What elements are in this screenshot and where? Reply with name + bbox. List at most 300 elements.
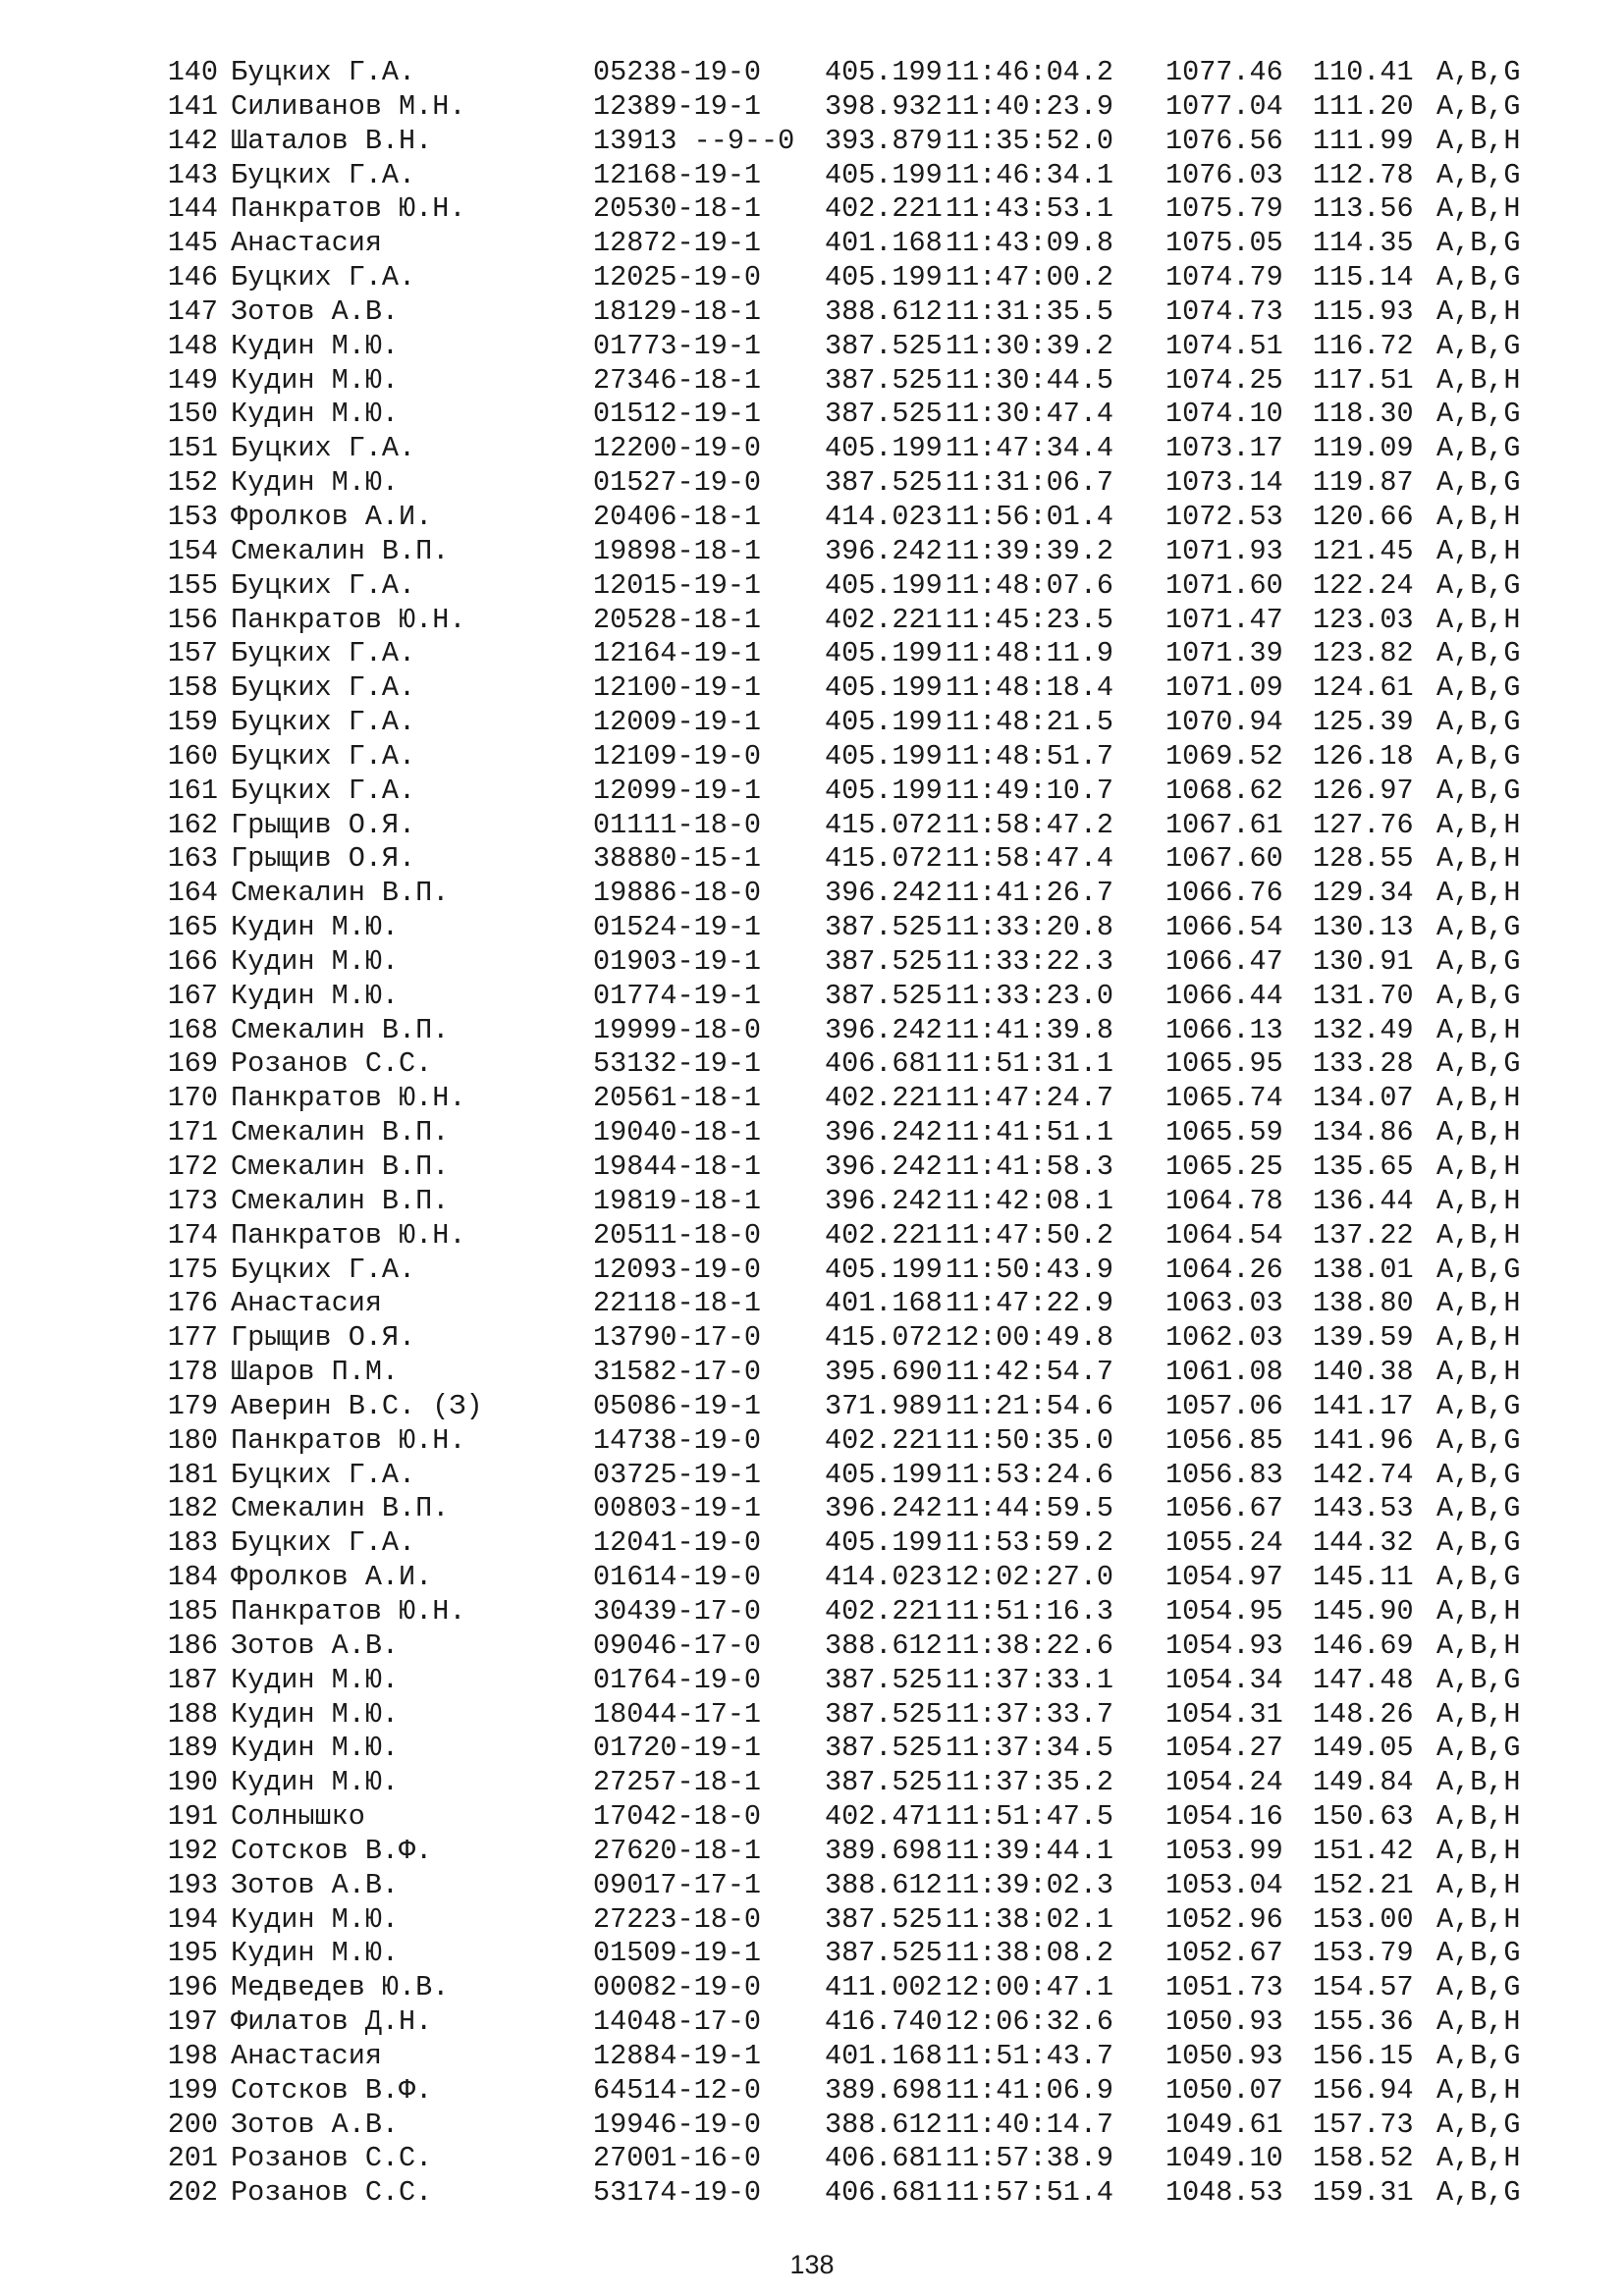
groups-cell: A,B,G <box>1436 774 1521 807</box>
groups-cell: A,B,H <box>1436 2142 1521 2175</box>
distance-cell: 401.168 <box>825 227 943 260</box>
arrival-time-cell: 11:53:59.2 <box>946 1526 1114 1560</box>
position-cell: 141 <box>167 89 218 123</box>
table-row <box>157 192 1571 227</box>
coefficient-cell: 119.09 <box>1313 432 1414 465</box>
arrival-time-cell: 11:50:35.0 <box>946 1423 1114 1457</box>
fancier-name-cell: Буцких Г.А. <box>231 158 416 191</box>
distance-cell: 371.989 <box>825 1389 943 1422</box>
position-cell: 143 <box>167 158 218 191</box>
groups-cell: A,B,G <box>1436 56 1521 88</box>
fancier-name-cell: Буцких Г.А. <box>231 706 416 739</box>
table-row <box>157 1459 1571 1493</box>
fancier-name-cell: Грыщив О.Я. <box>231 808 416 841</box>
coefficient-cell: 138.01 <box>1313 1253 1414 1286</box>
distance-cell: 402.221 <box>825 1218 943 1252</box>
coefficient-cell: 143.53 <box>1313 1492 1414 1525</box>
arrival-time-cell: 11:45:23.5 <box>946 603 1114 636</box>
arrival-time-cell: 11:39:44.1 <box>946 1834 1114 1867</box>
position-cell: 163 <box>167 842 218 876</box>
ring-number-cell: 03725-19-1 <box>593 1458 762 1491</box>
ring-number-cell: 19040-18-1 <box>593 1116 762 1149</box>
speed-cell: 1069.52 <box>1165 739 1283 773</box>
coefficient-cell: 121.45 <box>1313 534 1414 567</box>
speed-cell: 1049.10 <box>1165 2142 1283 2175</box>
speed-cell: 1056.83 <box>1165 1458 1283 1491</box>
position-cell: 170 <box>167 1082 218 1115</box>
fancier-name-cell: Панкратов Ю.Н. <box>231 1218 466 1252</box>
position-cell: 159 <box>167 706 218 739</box>
table-row <box>157 330 1571 364</box>
groups-cell: A,B,G <box>1436 1492 1521 1525</box>
groups-cell: A,B,G <box>1436 432 1521 465</box>
ring-number-cell: 27257-18-1 <box>593 1766 762 1799</box>
ring-number-cell: 27001-16-0 <box>593 2142 762 2175</box>
table-row <box>157 1903 1571 1938</box>
groups-cell: A,B,H <box>1436 1013 1521 1046</box>
ring-number-cell: 20528-18-1 <box>593 603 762 636</box>
groups-cell: A,B,H <box>1436 1834 1521 1867</box>
distance-cell: 389.698 <box>825 2073 943 2107</box>
ring-number-cell: 00803-19-1 <box>593 1492 762 1525</box>
arrival-time-cell: 11:21:54.6 <box>946 1389 1114 1422</box>
table-row <box>157 1424 1571 1459</box>
groups-cell: A,B,H <box>1436 1116 1521 1149</box>
table-row <box>157 740 1571 774</box>
distance-cell: 387.525 <box>825 1902 943 1936</box>
ring-number-cell: 05086-19-1 <box>593 1389 762 1422</box>
ring-number-cell: 20511-18-0 <box>593 1218 762 1252</box>
coefficient-cell: 157.73 <box>1313 2108 1414 2141</box>
fancier-name-cell: Сотсков В.Ф. <box>231 1834 433 1867</box>
fancier-name-cell: Буцких Г.А. <box>231 1526 416 1560</box>
ring-number-cell: 12389-19-1 <box>593 89 762 123</box>
groups-cell: A,B,H <box>1436 534 1521 567</box>
groups-cell: A,B,G <box>1436 637 1521 670</box>
fancier-name-cell: Грыщив О.Я. <box>231 1321 416 1355</box>
coefficient-cell: 145.90 <box>1313 1594 1414 1628</box>
speed-cell: 1054.27 <box>1165 1732 1283 1765</box>
fancier-name-cell: Панкратов Ю.Н. <box>231 1082 466 1115</box>
fancier-name-cell: Солнышко <box>231 1800 365 1834</box>
ring-number-cell: 12884-19-1 <box>593 2039 762 2072</box>
coefficient-cell: 114.35 <box>1313 227 1414 260</box>
ring-number-cell: 19844-18-1 <box>593 1150 762 1183</box>
coefficient-cell: 152.21 <box>1313 1868 1414 1901</box>
distance-cell: 405.199 <box>825 158 943 191</box>
fancier-name-cell: Кудин М.Ю. <box>231 1902 400 1936</box>
position-cell: 142 <box>167 124 218 157</box>
speed-cell: 1075.79 <box>1165 192 1283 226</box>
table-row <box>157 1595 1571 1629</box>
fancier-name-cell: Панкратов Ю.Н. <box>231 1423 466 1457</box>
ring-number-cell: 19819-18-1 <box>593 1184 762 1217</box>
fancier-name-cell: Фролков А.И. <box>231 1561 433 1594</box>
groups-cell: A,B,H <box>1436 1150 1521 1183</box>
groups-cell: A,B,G <box>1436 671 1521 705</box>
ring-number-cell: 27620-18-1 <box>593 1834 762 1867</box>
arrival-time-cell: 11:31:06.7 <box>946 466 1114 500</box>
table-row <box>157 227 1571 261</box>
table-row <box>157 1526 1571 1561</box>
coefficient-cell: 140.38 <box>1313 1356 1414 1389</box>
distance-cell: 387.525 <box>825 1732 943 1765</box>
arrival-time-cell: 11:43:09.8 <box>946 227 1114 260</box>
arrival-time-cell: 11:57:51.4 <box>946 2176 1114 2210</box>
distance-cell: 405.199 <box>825 56 943 88</box>
position-cell: 193 <box>167 1868 218 1901</box>
position-cell: 147 <box>167 294 218 328</box>
coefficient-cell: 138.80 <box>1313 1287 1414 1320</box>
table-row <box>157 90 1571 125</box>
speed-cell: 1076.03 <box>1165 158 1283 191</box>
speed-cell: 1050.93 <box>1165 2039 1283 2072</box>
coefficient-cell: 115.14 <box>1313 261 1414 294</box>
groups-cell: A,B,G <box>1436 706 1521 739</box>
arrival-time-cell: 11:33:22.3 <box>946 944 1114 978</box>
position-cell: 199 <box>167 2073 218 2107</box>
coefficient-cell: 131.70 <box>1313 979 1414 1012</box>
arrival-time-cell: 11:30:47.4 <box>946 398 1114 431</box>
coefficient-cell: 123.03 <box>1313 603 1414 636</box>
table-row <box>157 501 1571 535</box>
arrival-time-cell: 12:00:49.8 <box>946 1321 1114 1355</box>
position-cell: 185 <box>167 1594 218 1628</box>
table-row <box>157 671 1571 706</box>
distance-cell: 415.072 <box>825 808 943 841</box>
table-row <box>157 1800 1571 1835</box>
coefficient-cell: 147.48 <box>1313 1663 1414 1696</box>
table-row <box>157 1561 1571 1595</box>
arrival-time-cell: 11:38:08.2 <box>946 1937 1114 1970</box>
table-row <box>157 2040 1571 2074</box>
speed-cell: 1050.93 <box>1165 2005 1283 2039</box>
fancier-name-cell: Кудин М.Ю. <box>231 398 400 431</box>
coefficient-cell: 150.63 <box>1313 1800 1414 1834</box>
fancier-name-cell: Смекалин В.П. <box>231 1013 450 1046</box>
groups-cell: A,B,H <box>1436 603 1521 636</box>
groups-cell: A,B,G <box>1436 261 1521 294</box>
distance-cell: 402.221 <box>825 1423 943 1457</box>
groups-cell: A,B,G <box>1436 1561 1521 1594</box>
coefficient-cell: 110.41 <box>1313 56 1414 88</box>
distance-cell: 405.199 <box>825 1526 943 1560</box>
arrival-time-cell: 11:37:33.7 <box>946 1697 1114 1731</box>
position-cell: 184 <box>167 1561 218 1594</box>
arrival-time-cell: 11:38:22.6 <box>946 1629 1114 1662</box>
coefficient-cell: 117.51 <box>1313 363 1414 397</box>
distance-cell: 387.525 <box>825 398 943 431</box>
ring-number-cell: 14738-19-0 <box>593 1423 762 1457</box>
fancier-name-cell: Зотов А.В. <box>231 2108 400 2141</box>
coefficient-cell: 135.65 <box>1313 1150 1414 1183</box>
distance-cell: 389.698 <box>825 1834 943 1867</box>
fancier-name-cell: Кудин М.Ю. <box>231 979 400 1012</box>
groups-cell: A,B,G <box>1436 466 1521 500</box>
position-cell: 191 <box>167 1800 218 1834</box>
groups-cell: A,B,H <box>1436 2073 1521 2107</box>
coefficient-cell: 136.44 <box>1313 1184 1414 1217</box>
fancier-name-cell: Буцких Г.А. <box>231 637 416 670</box>
position-cell: 149 <box>167 363 218 397</box>
coefficient-cell: 155.36 <box>1313 2005 1414 2039</box>
table-row <box>157 2142 1571 2176</box>
coefficient-cell: 122.24 <box>1313 568 1414 602</box>
speed-cell: 1053.99 <box>1165 1834 1283 1867</box>
distance-cell: 402.471 <box>825 1800 943 1834</box>
groups-cell: A,B,G <box>1436 979 1521 1012</box>
arrival-time-cell: 11:38:02.1 <box>946 1902 1114 1936</box>
table-row <box>157 980 1571 1014</box>
speed-cell: 1073.14 <box>1165 466 1283 500</box>
arrival-time-cell: 11:56:01.4 <box>946 500 1114 533</box>
groups-cell: A,B,H <box>1436 1594 1521 1628</box>
ring-number-cell: 01614-19-0 <box>593 1561 762 1594</box>
arrival-time-cell: 11:31:35.5 <box>946 294 1114 328</box>
distance-cell: 387.525 <box>825 979 943 1012</box>
arrival-time-cell: 11:37:35.2 <box>946 1766 1114 1799</box>
coefficient-cell: 153.00 <box>1313 1902 1414 1936</box>
fancier-name-cell: Буцких Г.А. <box>231 739 416 773</box>
table-row <box>157 2074 1571 2109</box>
table-row <box>157 945 1571 980</box>
ring-number-cell: 19999-18-0 <box>593 1013 762 1046</box>
table-row <box>157 2109 1571 2143</box>
distance-cell: 398.932 <box>825 89 943 123</box>
fancier-name-cell: Буцких Г.А. <box>231 56 416 88</box>
coefficient-cell: 141.96 <box>1313 1423 1414 1457</box>
distance-cell: 405.199 <box>825 568 943 602</box>
groups-cell: A,B,G <box>1436 1047 1521 1081</box>
ring-number-cell: 12041-19-0 <box>593 1526 762 1560</box>
speed-cell: 1057.06 <box>1165 1389 1283 1422</box>
speed-cell: 1053.04 <box>1165 1868 1283 1901</box>
fancier-name-cell: Буцких Г.А. <box>231 568 416 602</box>
groups-cell: A,B,G <box>1436 1253 1521 1286</box>
speed-cell: 1074.51 <box>1165 329 1283 362</box>
fancier-name-cell: Фролков А.И. <box>231 500 433 533</box>
ring-number-cell: 20406-18-1 <box>593 500 762 533</box>
table-row <box>157 809 1571 843</box>
distance-cell: 406.681 <box>825 2176 943 2210</box>
groups-cell: A,B,H <box>1436 1184 1521 1217</box>
fancier-name-cell: Буцких Г.А. <box>231 432 416 465</box>
coefficient-cell: 130.13 <box>1313 911 1414 944</box>
ring-number-cell: 12100-19-1 <box>593 671 762 705</box>
ring-number-cell: 12872-19-1 <box>593 227 762 260</box>
arrival-time-cell: 11:42:54.7 <box>946 1356 1114 1389</box>
groups-cell: A,B,H <box>1436 808 1521 841</box>
arrival-time-cell: 11:51:47.5 <box>946 1800 1114 1834</box>
position-cell: 165 <box>167 911 218 944</box>
ring-number-cell: 01720-19-1 <box>593 1732 762 1765</box>
position-cell: 171 <box>167 1116 218 1149</box>
position-cell: 173 <box>167 1184 218 1217</box>
fancier-name-cell: Кудин М.Ю. <box>231 1937 400 1970</box>
position-cell: 180 <box>167 1423 218 1457</box>
table-row <box>157 1116 1571 1150</box>
speed-cell: 1050.07 <box>1165 2073 1283 2107</box>
fancier-name-cell: Смекалин В.П. <box>231 1492 450 1525</box>
arrival-time-cell: 11:47:22.9 <box>946 1287 1114 1320</box>
coefficient-cell: 111.99 <box>1313 124 1414 157</box>
groups-cell: A,B,H <box>1436 1321 1521 1355</box>
speed-cell: 1065.95 <box>1165 1047 1283 1081</box>
coefficient-cell: 158.52 <box>1313 2142 1414 2175</box>
position-cell: 154 <box>167 534 218 567</box>
ring-number-cell: 22118-18-1 <box>593 1287 762 1320</box>
position-cell: 198 <box>167 2039 218 2072</box>
distance-cell: 405.199 <box>825 1458 943 1491</box>
coefficient-cell: 125.39 <box>1313 706 1414 739</box>
coefficient-cell: 129.34 <box>1313 877 1414 910</box>
ring-number-cell: 12015-19-1 <box>593 568 762 602</box>
coefficient-cell: 139.59 <box>1313 1321 1414 1355</box>
arrival-time-cell: 11:46:04.2 <box>946 56 1114 88</box>
distance-cell: 396.242 <box>825 1013 943 1046</box>
coefficient-cell: 127.76 <box>1313 808 1414 841</box>
groups-cell: A,B,G <box>1436 329 1521 362</box>
distance-cell: 387.525 <box>825 944 943 978</box>
distance-cell: 414.023 <box>825 1561 943 1594</box>
speed-cell: 1052.67 <box>1165 1937 1283 1970</box>
position-cell: 172 <box>167 1150 218 1183</box>
ring-number-cell: 30439-17-0 <box>593 1594 762 1628</box>
coefficient-cell: 119.87 <box>1313 466 1414 500</box>
coefficient-cell: 145.11 <box>1313 1561 1414 1594</box>
ring-number-cell: 01111-18-0 <box>593 808 762 841</box>
distance-cell: 387.525 <box>825 329 943 362</box>
position-cell: 153 <box>167 500 218 533</box>
table-row <box>157 1390 1571 1424</box>
ring-number-cell: 09017-17-1 <box>593 1868 762 1901</box>
arrival-time-cell: 11:47:00.2 <box>946 261 1114 294</box>
fancier-name-cell: Зотов А.В. <box>231 1629 400 1662</box>
arrival-time-cell: 11:47:34.4 <box>946 432 1114 465</box>
arrival-time-cell: 11:40:14.7 <box>946 2108 1114 2141</box>
distance-cell: 402.221 <box>825 1082 943 1115</box>
position-cell: 146 <box>167 261 218 294</box>
speed-cell: 1048.53 <box>1165 2176 1283 2210</box>
fancier-name-cell: Кудин М.Ю. <box>231 1663 400 1696</box>
distance-cell: 405.199 <box>825 671 943 705</box>
ring-number-cell: 17042-18-0 <box>593 1800 762 1834</box>
ring-number-cell: 38880-15-1 <box>593 842 762 876</box>
table-row <box>157 604 1571 638</box>
distance-cell: 387.525 <box>825 1697 943 1731</box>
ring-number-cell: 09046-17-0 <box>593 1629 762 1662</box>
speed-cell: 1076.56 <box>1165 124 1283 157</box>
arrival-time-cell: 11:48:07.6 <box>946 568 1114 602</box>
table-row <box>157 1732 1571 1766</box>
position-cell: 179 <box>167 1389 218 1422</box>
position-cell: 145 <box>167 227 218 260</box>
groups-cell: A,B,G <box>1436 1663 1521 1696</box>
coefficient-cell: 133.28 <box>1313 1047 1414 1081</box>
position-cell: 161 <box>167 774 218 807</box>
ring-number-cell: 18044-17-1 <box>593 1697 762 1731</box>
position-cell: 196 <box>167 1971 218 2004</box>
fancier-name-cell: Кудин М.Ю. <box>231 363 400 397</box>
fancier-name-cell: Филатов Д.Н. <box>231 2005 433 2039</box>
position-cell: 151 <box>167 432 218 465</box>
coefficient-cell: 149.84 <box>1313 1766 1414 1799</box>
table-row <box>157 432 1571 466</box>
distance-cell: 411.002 <box>825 1971 943 2004</box>
groups-cell: A,B,G <box>1436 911 1521 944</box>
coefficient-cell: 116.72 <box>1313 329 1414 362</box>
speed-cell: 1054.93 <box>1165 1629 1283 1662</box>
groups-cell: A,B,G <box>1436 944 1521 978</box>
groups-cell: A,B,G <box>1436 568 1521 602</box>
groups-cell: A,B,G <box>1436 1423 1521 1457</box>
speed-cell: 1077.04 <box>1165 89 1283 123</box>
fancier-name-cell: Розанов С.С. <box>231 2176 433 2210</box>
coefficient-cell: 126.18 <box>1313 739 1414 773</box>
groups-cell: A,B,G <box>1436 1732 1521 1765</box>
coefficient-cell: 132.49 <box>1313 1013 1414 1046</box>
position-cell: 195 <box>167 1937 218 1970</box>
distance-cell: 387.525 <box>825 363 943 397</box>
results-table <box>157 56 1571 2211</box>
coefficient-cell: 144.32 <box>1313 1526 1414 1560</box>
position-cell: 189 <box>167 1732 218 1765</box>
fancier-name-cell: Смекалин В.П. <box>231 1150 450 1183</box>
fancier-name-cell: Зотов А.В. <box>231 294 400 328</box>
position-cell: 160 <box>167 739 218 773</box>
ring-number-cell: 27223-18-0 <box>593 1902 762 1936</box>
ring-number-cell: 01774-19-1 <box>593 979 762 1012</box>
groups-cell: A,B,H <box>1436 1902 1521 1936</box>
fancier-name-cell: Панкратов Ю.Н. <box>231 1594 466 1628</box>
ring-number-cell: 19886-18-0 <box>593 877 762 910</box>
table-row <box>157 569 1571 604</box>
fancier-name-cell: Зотов А.В. <box>231 1868 400 1901</box>
distance-cell: 388.612 <box>825 294 943 328</box>
position-cell: 190 <box>167 1766 218 1799</box>
coefficient-cell: 151.42 <box>1313 1834 1414 1867</box>
groups-cell: A,B,H <box>1436 1868 1521 1901</box>
arrival-time-cell: 12:02:27.0 <box>946 1561 1114 1594</box>
arrival-time-cell: 11:42:08.1 <box>946 1184 1114 1217</box>
speed-cell: 1072.53 <box>1165 500 1283 533</box>
arrival-time-cell: 11:43:53.1 <box>946 192 1114 226</box>
ring-number-cell: 00082-19-0 <box>593 1971 762 2004</box>
arrival-time-cell: 12:06:32.6 <box>946 2005 1114 2039</box>
arrival-time-cell: 11:58:47.2 <box>946 808 1114 841</box>
ring-number-cell: 19946-19-0 <box>593 2108 762 2141</box>
arrival-time-cell: 11:49:10.7 <box>946 774 1114 807</box>
distance-cell: 388.612 <box>825 1629 943 1662</box>
distance-cell: 396.242 <box>825 1492 943 1525</box>
speed-cell: 1071.93 <box>1165 534 1283 567</box>
position-cell: 156 <box>167 603 218 636</box>
table-row <box>157 1321 1571 1356</box>
ring-number-cell: 53174-19-0 <box>593 2176 762 2210</box>
coefficient-cell: 124.61 <box>1313 671 1414 705</box>
speed-cell: 1063.03 <box>1165 1287 1283 1320</box>
groups-cell: A,B,H <box>1436 192 1521 226</box>
speed-cell: 1054.31 <box>1165 1697 1283 1731</box>
distance-cell: 402.221 <box>825 192 943 226</box>
arrival-time-cell: 11:35:52.0 <box>946 124 1114 157</box>
page-number: 138 <box>789 2250 835 2279</box>
fancier-name-cell: Панкратов Ю.Н. <box>231 603 466 636</box>
groups-cell: A,B,H <box>1436 363 1521 397</box>
position-cell: 140 <box>167 56 218 88</box>
ring-number-cell: 12093-19-0 <box>593 1253 762 1286</box>
position-cell: 175 <box>167 1253 218 1286</box>
